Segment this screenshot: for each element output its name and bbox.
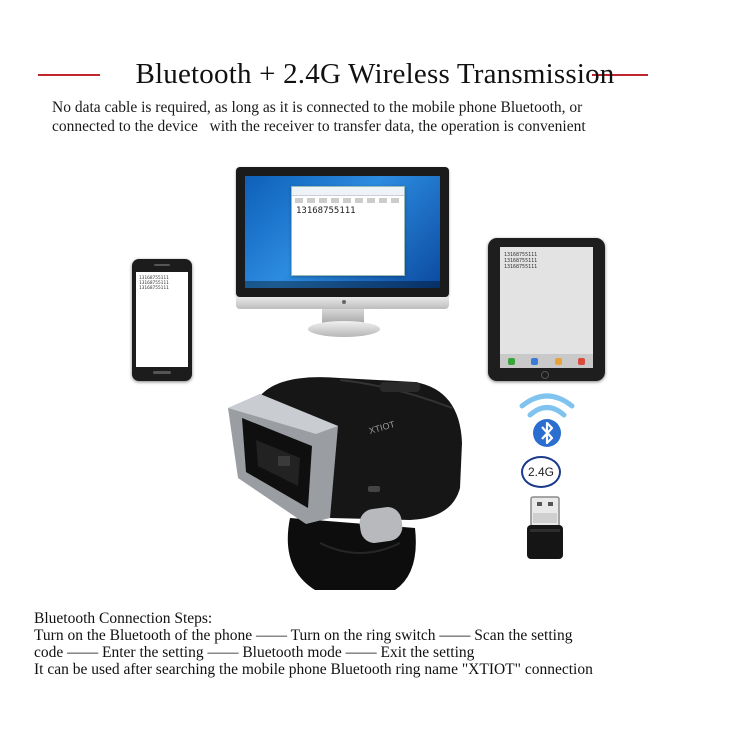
- monitor-stand-base: [308, 321, 380, 337]
- window-titlebar: [292, 187, 404, 196]
- monitor-scanned-text: 13168755111: [296, 206, 356, 216]
- receiver-2-4g-badge: 2.4G: [521, 456, 561, 488]
- phone-text-line: 13168755111: [139, 281, 169, 286]
- dock-app-icon: [531, 358, 538, 365]
- desktop-monitor: [236, 167, 449, 337]
- dock-app-icon: [508, 358, 515, 365]
- phone-speaker: [154, 264, 170, 266]
- monitor-bezel: [236, 167, 449, 297]
- tablet: [488, 238, 605, 381]
- ring-barcode-scanner: [220, 368, 470, 593]
- window-menubar: [295, 198, 401, 203]
- dock-app-icon: [555, 358, 562, 365]
- subtitle-line-1: No data cable is required, as long as it is connected to the mobile phone Bluetooth, or: [52, 99, 583, 116]
- steps-line-1: Turn on the Bluetooth of the phone —— Turn on the ring switch —— Scan the setting: [34, 627, 573, 644]
- mobile-phone: [132, 259, 192, 381]
- phone-text-line: 13168755111: [139, 276, 169, 281]
- scanner-brand-label: XTIOT: [367, 419, 397, 436]
- taskbar: [245, 281, 440, 288]
- tablet-home-button: [541, 371, 549, 379]
- tablet-dock: [500, 354, 593, 368]
- subtitle-line-2: connected to the device with the receiver to transfer data, the operation is convenient: [52, 118, 586, 135]
- tablet-text-line: 13168755111: [504, 258, 538, 264]
- page-subtitle: [52, 98, 712, 136]
- phone-home-bar: [153, 371, 171, 374]
- monitor-logo-icon: [342, 300, 346, 304]
- power-switch: [368, 486, 380, 492]
- tablet-text-line: 13168755111: [504, 264, 538, 270]
- wifi-signal-icon: [522, 396, 572, 406]
- notepad-window: [291, 186, 405, 276]
- steps-line-3: It can be used after searching the mobile phone Bluetooth ring name "XTIOT" connection: [34, 661, 593, 678]
- phone-scanned-text: [139, 276, 185, 291]
- phone-text-line: 13168755111: [139, 286, 169, 291]
- usb-receiver-icon: [524, 495, 566, 561]
- tablet-text-line: 13168755111: [504, 252, 538, 258]
- dock-app-icon: [578, 358, 585, 365]
- steps-line-2: code —— Enter the setting —— Bluetooth mode —— Exit the setting: [34, 644, 475, 661]
- bluetooth-icon: [516, 390, 578, 450]
- monitor-screen: [245, 176, 440, 288]
- tablet-screen: [500, 247, 593, 368]
- page-title: Bluetooth + 2.4G Wireless Transmission: [135, 58, 615, 90]
- tablet-scanned-text: [504, 252, 589, 270]
- connection-steps: [34, 610, 724, 678]
- phone-screen: [136, 272, 188, 367]
- steps-heading: Bluetooth Connection Steps:: [34, 610, 213, 627]
